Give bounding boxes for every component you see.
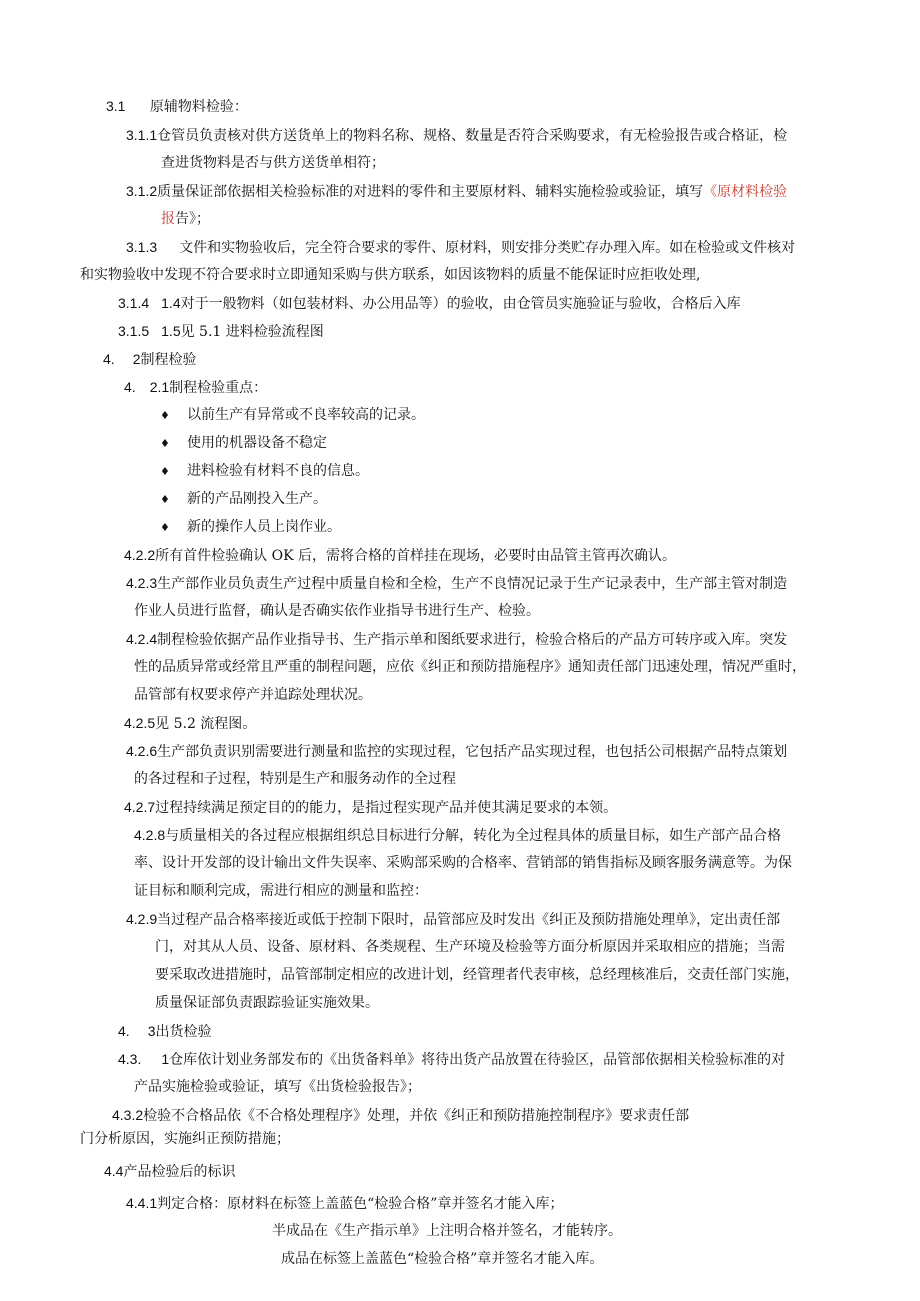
raw-material-report-link[interactable]: 《原材料检验 <box>703 184 788 200</box>
clause-title: 制程检验重点： <box>169 380 268 396</box>
clause-text: 过程持续满足预定目的的能力，是指过程实现产品并使其满足要求的本领。 <box>155 800 618 816</box>
clause-text: 当过程产品合格率接近或低于控制下限时，品管部应及时发出《纠正及预防措施处理单》，定出责任部 <box>157 912 781 928</box>
clause-text: 生产部负责识别需要进行测量和监控的实现过程，它包括产品实现过程，也包括公司根据产品特点策划 <box>157 744 788 760</box>
clause-text: 见 5.2 流程图。 <box>155 716 257 732</box>
section-number: 4. <box>103 351 115 367</box>
bullet-text: 新的产品刚投入生产。 <box>187 491 327 507</box>
clause-4-2-4-line2: 性的品质异常或经常且严重的制程问题，应依《纠正和预防措施程序》通知责任部门迅速处理，情况严重时， <box>134 659 806 675</box>
bullet-text: 进料检验有材料不良的信息。 <box>187 463 369 479</box>
bullet-text: 以前生产有异常或不良率较高的记录。 <box>187 407 425 423</box>
clause-text: 生产部作业员负责生产过程中质量自检和全检，生产不良情况记录于生产记录表中，生产部主管对制造 <box>157 576 788 592</box>
diamond-bullet-icon: ♦ <box>160 409 170 422</box>
clause-3-1-1-line2: 查进货物料是否与供方送货单相符； <box>161 155 385 171</box>
clause-text: 告》； <box>175 211 210 227</box>
clause-number: 4.3. <box>118 1051 142 1067</box>
section-4-2-heading <box>103 350 196 369</box>
diamond-bullet-icon: ♦ <box>160 521 170 534</box>
clause-4-3-2-line2: 门分析原因，实施纠正预防措施； <box>80 1131 290 1147</box>
clause-text: 与质量相关的各过程应根据组织总目标进行分解，转化为全过程具体的质量目标，如生产部产品合格 <box>165 828 782 844</box>
clause-4-2-3-line1 <box>126 574 787 593</box>
bullet-item <box>160 406 425 425</box>
clause-4-2-3-line2: 作业人员进行监督，确认是否确实依作业指导书进行生产、检验。 <box>134 603 540 619</box>
bullet-item <box>160 434 327 453</box>
clause-4-2-4-line3: 品管部有权要求停产并追踪处理状况。 <box>134 687 372 703</box>
bullet-text: 新的操作人员上岗作业。 <box>187 519 341 535</box>
clause-text: 文件和实物验收后，完全符合要求的零件、原材料，则安排分类贮存办理入库。如在检验或文件核对 <box>179 240 796 256</box>
section-subnumber: 3 <box>147 1023 156 1039</box>
clause-number: 3.1.3 <box>126 239 158 255</box>
bullet-item <box>160 490 327 509</box>
clause-number: 4.2.2 <box>124 547 156 563</box>
clause-4-3-2-line1 <box>112 1106 689 1125</box>
clause-3-1-4 <box>118 294 741 313</box>
bullet-item <box>160 462 369 481</box>
clause-number: 3.1.5 <box>118 323 150 339</box>
clause-4-2-8-line1 <box>134 826 781 845</box>
section-4-4-heading <box>104 1162 235 1181</box>
clause-number: 3.1.1 <box>126 127 158 143</box>
clause-number: 4.4.1 <box>126 1195 158 1211</box>
clause-3-1-1-line1 <box>126 126 787 145</box>
clause-text: 见 5.1 进料检验流程图 <box>180 324 324 340</box>
clause-text: 判定合格：原材料在标签上盖蓝色“检验合格”章并签名才能入库； <box>157 1196 564 1212</box>
clause-number: 4.2.7 <box>124 799 156 815</box>
clause-number: 4.2.5 <box>124 715 156 731</box>
clause-number: 4. <box>124 379 136 395</box>
clause-number: 4.2.4 <box>126 631 158 647</box>
diamond-bullet-icon: ♦ <box>160 493 170 506</box>
clause-subnumber: 2.1 <box>149 379 170 395</box>
clause-4-2-7 <box>124 798 617 817</box>
clause-number: 4.2.9 <box>126 911 158 927</box>
clause-4-2-9-line2: 门，对其从人员、设备、原材料、各类规程、生产环境及检验等方面分析原因并采取相应的措施；当需 <box>155 939 785 955</box>
section-number: 3.1 <box>106 98 126 114</box>
clause-4-4-1-line1 <box>126 1194 563 1213</box>
bullet-item <box>160 518 341 537</box>
clause-subnumber: 1.5 <box>161 323 181 339</box>
section-4-3-heading <box>118 1022 211 1041</box>
clause-text: 质量保证部依据相关检验标准的对进料的零件和主要原材料、辅料实施检验或验证，填写 <box>157 184 704 200</box>
clause-4-3-1-line2: 产品实施检验或验证，填写《出货检验报告》； <box>134 1079 421 1095</box>
clause-text: 所有首件检验确认 OK 后，需将合格的首样挂在现场，必要时由品管主管再次确认。 <box>155 548 676 564</box>
clause-4-2-8-line3: 证目标和顺利完成，需进行相应的测量和监控： <box>134 883 428 899</box>
clause-3-1-3-line2: 和实物验收中发现不符合要求时立即通知采购与供方联系，如因该物料的质量不能保证时应拒收处理, <box>80 267 701 283</box>
clause-text: 对于一般物料（如包装材料、办公用品等）的验收，由仓管员实施验证与验收，合格后入库 <box>180 296 741 312</box>
raw-material-report-link-cont[interactable]: 报 <box>161 211 175 227</box>
clause-number: 4.3.2 <box>112 1107 144 1123</box>
clause-subnumber: 1 <box>161 1051 170 1067</box>
clause-subnumber: 1.4 <box>161 295 181 311</box>
diamond-bullet-icon: ♦ <box>160 437 170 450</box>
clause-4-4-1-line3: 成品在标签上盖蓝色“检验合格”章并签名才能入库。 <box>281 1251 604 1267</box>
clause-4-2-1-heading <box>124 378 267 397</box>
clause-3-1-5 <box>118 322 324 341</box>
clause-4-2-6-line2: 的各过程和子过程，特别是生产和服务动作的全过程 <box>134 771 456 787</box>
clause-4-2-9-line4: 质量保证部负责跟踪验证实施效果。 <box>155 995 379 1011</box>
clause-text: 仓管员负责核对供方送货单上的物料名称、规格、数量是否符合采购要求，有无检验报告或合格证，检 <box>157 128 788 144</box>
section-title: 出货检验 <box>155 1024 212 1040</box>
clause-4-2-2 <box>124 546 676 565</box>
clause-4-2-9-line1 <box>126 910 780 929</box>
clause-4-2-4-line1 <box>126 630 787 649</box>
clause-3-1-2-line1 <box>126 182 787 201</box>
clause-number: 3.1.2 <box>126 183 158 199</box>
section-title: 产品检验后的标识 <box>123 1164 236 1180</box>
section-3-1-heading <box>106 97 248 116</box>
clause-number: 4.2.6 <box>126 743 158 759</box>
clause-3-1-2-line2 <box>161 210 210 228</box>
clause-number: 4.2.3 <box>126 575 158 591</box>
clause-4-2-9-line3: 要采取改进措施时，品管部制定相应的改进计划，经管理者代表审核，总经理核准后，交责任部门实施， <box>155 967 799 983</box>
section-title: 制程检验 <box>140 352 197 368</box>
clause-4-2-8-line2: 率、设计开发部的设计输出文件失误率、采购部采购的合格率、营销部的销售指标及顾客服务满意等。为保 <box>134 855 792 871</box>
clause-text: 制程检验依据产品作业指导书、生产指示单和图纸要求进行，检验合格后的产品方可转序或入库。突发 <box>157 632 788 648</box>
bullet-text: 使用的机器设备不稳定 <box>187 435 327 451</box>
clause-text: 仓库依计划业务部发布的《出货备料单》将待出货产品放置在待验区，品管部依据相关检验标准的对 <box>169 1052 786 1068</box>
section-number: 4. <box>118 1023 130 1039</box>
clause-4-2-6-line1 <box>126 742 787 761</box>
clause-number: 4.2.8 <box>134 827 166 843</box>
clause-4-3-1-line1 <box>118 1050 785 1069</box>
clause-text: 检验不合格品依《不合格处理程序》处理，并依《纠正和预防措施控制程序》要求责任部 <box>143 1108 690 1124</box>
clause-4-4-1-line2: 半成品在《生产指示单》上注明合格并签名，才能转序。 <box>272 1223 622 1239</box>
clause-number: 3.1.4 <box>118 295 150 311</box>
clause-3-1-3-line1 <box>126 238 795 257</box>
diamond-bullet-icon: ♦ <box>160 465 170 478</box>
section-title: 原辅物料检验： <box>149 99 248 115</box>
section-subnumber: 2 <box>132 351 141 367</box>
clause-4-2-5 <box>124 714 256 733</box>
section-number: 4.4 <box>104 1163 124 1179</box>
